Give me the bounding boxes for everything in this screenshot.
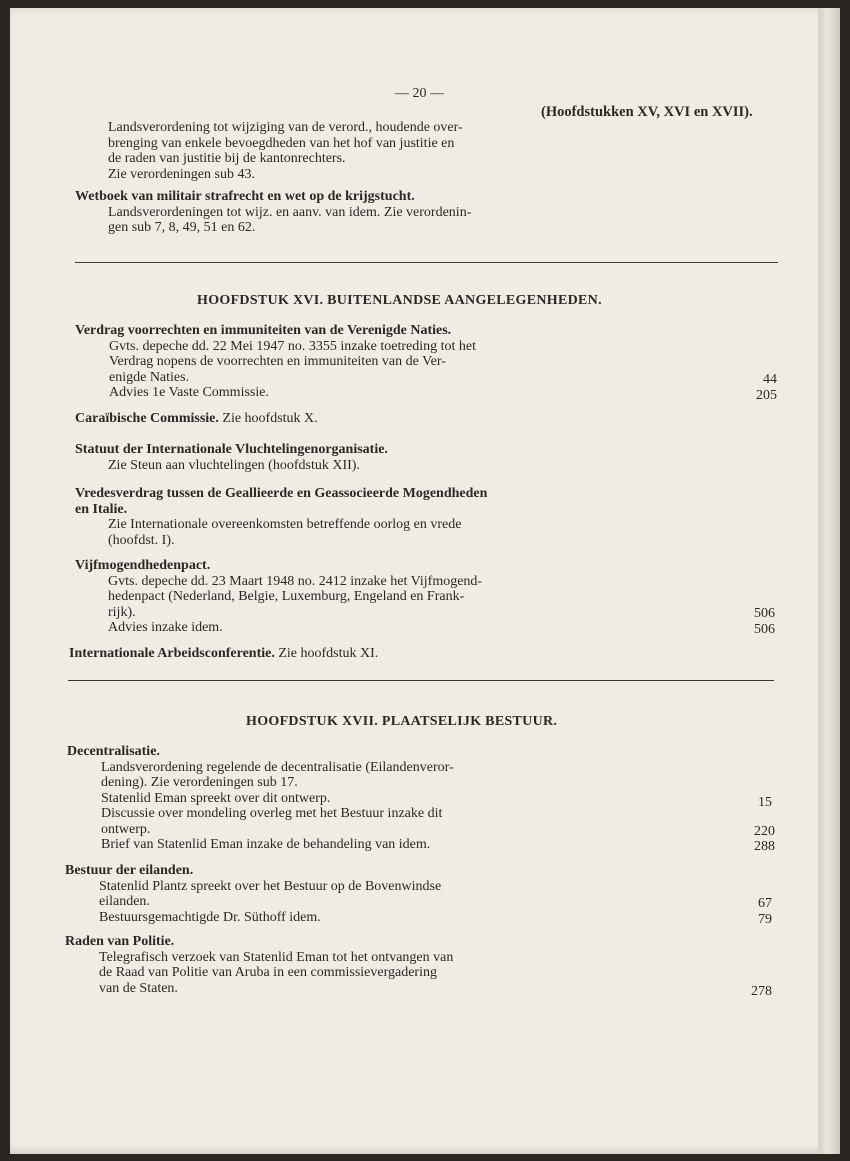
entry-decentralisatie: Decentralisatie. Landsverordening regelende de decentralisatie (Eilandenveror- dening). Zie verordeningen sub 17. Statenlid Eman spreekt over dit ontwerp. Discussie over mondeling overleg met het Bestuur inzake dit ontwerp. Brief van Statenlid Eman inzake de behandeling van idem. (67, 744, 454, 852)
entry-title: Verdrag voorrechten en immuniteiten van de Verenigde Naties. (75, 323, 452, 338)
entry-internationale-arbeidsconferentie: Internationale Arbeidsconferentie. Zie hoofdstuk XI. (69, 646, 379, 661)
divider-rule (75, 262, 778, 263)
page-ref: 506 (754, 606, 775, 621)
entry-vijfmogendhedenpact: Vijfmogendhedenpact. Gvts. depeche dd. 23 Maart 1948 no. 2412 inzake het Vijfmogend- hedenpact (Nederland, Belgie, Luxemburg, Engeland en Frank- rijk). Advies inzake idem. (75, 558, 483, 635)
entry-title: Statuut der Internationale Vluchtelingenorganisatie. (75, 442, 388, 457)
entry-title: Vijfmogendhedenpact. (75, 558, 211, 573)
entry-landsverordening-kantonrechters: Landsverordening tot wijziging van de verord., houdende over- brenging van enkele bevoegdheden van het hof van justitie en de raden van justitie bij de kantonrechters. Zie verordeningen sub 43. (108, 120, 463, 182)
chapter-xvi-title: HOOFDSTUK XVI. BUITENLANDSE AANGELEGENHEDEN. (197, 293, 602, 308)
page-ref: 205 (756, 388, 777, 403)
page-fold-shadow (818, 8, 840, 1154)
entry-title: Caraïbische Commissie. (75, 411, 219, 426)
entry-title: Vredesverdrag tussen de Geallieerde en Geassocieerde Mogendheden (75, 486, 488, 501)
page-ref: 44 (763, 372, 777, 387)
page-ref: 506 (754, 622, 775, 637)
entry-wetboek-militair-strafrecht: Wetboek van militair strafrecht en wet op de krijgstucht. Landsverordeningen tot wijz. en aanv. van idem. Zie verordenin- gen sub 7, 8, 49, 51 en 62. (75, 189, 472, 235)
page-number: — 20 — (395, 86, 444, 101)
entry-title: Decentralisatie. (67, 744, 160, 759)
entry-vredesverdrag-italie: Vredesverdrag tussen de Geallieerde en Geassocieerde Mogendheden en Italie. Zie Internationale overeenkomsten betreffende oorlog en vrede (hoofdst. I). (75, 486, 488, 548)
entry-verdrag-voorrechten: Verdrag voorrechten en immuniteiten van de Verenigde Naties. Gvts. depeche dd. 22 Mei 1947 no. 3355 inzake toetreding tot het Verdrag nopens de voorrechten en immuniteiten van de Ver- enigde Naties. Advies 1e Vaste Commissie. (75, 323, 477, 400)
entry-title: Raden van Politie. (65, 934, 175, 949)
entry-bestuur-der-eilanden: Bestuur der eilanden. Statenlid Plantz spreekt over het Bestuur op de Bovenwindse eilanden. Bestuursgemachtigde Dr. Süthoff idem. (65, 863, 442, 925)
divider-rule (68, 680, 774, 681)
entry-title: Internationale Arbeidsconferentie. (69, 646, 275, 661)
page-ref: 67 (758, 896, 772, 911)
entry-title: Bestuur der eilanden. (65, 863, 194, 878)
page-ref: 79 (758, 912, 772, 927)
entry-raden-van-politie: Raden van Politie. Telegrafisch verzoek van Statenlid Eman tot het ontvangen van de Raad van Politie van Aruba in een commissievergadering van de Staten. (65, 934, 454, 996)
page-ref: 15 (758, 795, 772, 810)
entry-statuut-vluchtelingen: Statuut der Internationale Vluchtelingenorganisatie. Zie Steun aan vluchtelingen (hoofdstuk XII). (75, 442, 388, 473)
chapter-range: (Hoofdstukken XV, XVI en XVII). (541, 104, 753, 120)
page-ref: 278 (751, 984, 772, 999)
chapter-xvii-title: HOOFDSTUK XVII. PLAATSELIJK BESTUUR. (246, 714, 558, 729)
entry-title: Wetboek van militair strafrecht en wet op de krijgstucht. (75, 189, 415, 204)
page-ref: 288 (754, 839, 775, 854)
entry-caraibische-commissie: Caraïbische Commissie. Zie hoofdstuk X. (75, 411, 318, 426)
page-ref: 220 (754, 824, 775, 839)
